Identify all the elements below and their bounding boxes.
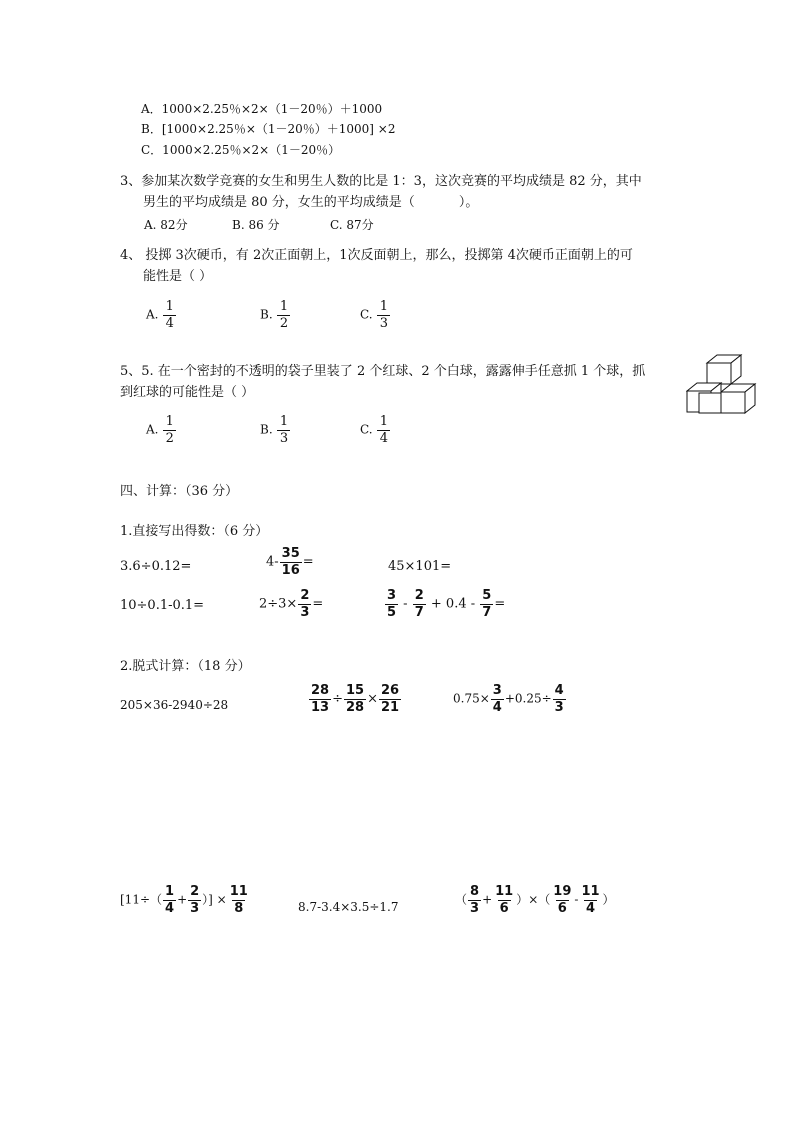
fraction: $\frac{8}{3}$ <box>470 884 480 916</box>
q5-option-a: A. $\frac{1}{2}$ <box>146 415 177 445</box>
fraction: $\frac{35}{16}$ <box>281 546 300 578</box>
q4-option-a: A. $\frac{1}{4}$ <box>146 300 177 330</box>
q4-text-line2: 能性是（ ） <box>143 269 213 284</box>
fraction: $\frac{1}{4}$ <box>163 300 176 330</box>
part1-title: 1.直接写出得数：（6 分） <box>120 524 269 539</box>
fraction: $\frac{26}{21}$ <box>381 683 400 715</box>
fraction: $\frac{1}{3}$ <box>377 300 390 330</box>
q2-option-c: C．1000×2.25％×2×（1－20％） <box>141 143 341 157</box>
q5-text-line2: 到红球的可能性是（ ） <box>120 385 255 400</box>
q3-line2-text: 男生的平均成绩是 80 分，女生的平均成绩是（ <box>143 195 415 210</box>
fraction: $\frac{1}{4}$ <box>377 415 390 445</box>
oral-calc-4: 10÷0.1-0.1= <box>120 598 205 613</box>
q2-option-a: A．1000×2.25％×2×（1－20％）＋1000 <box>141 102 383 116</box>
q3-option-b: B. 86 分 <box>232 218 280 232</box>
fraction: $\frac{1}{3}$ <box>277 415 290 445</box>
fraction: $\frac{1}{4}$ <box>165 884 175 916</box>
oral-calc-5: 2÷3× $\frac{2}{3}$ = <box>259 588 324 620</box>
fraction: $\frac{1}{2}$ <box>163 415 176 445</box>
step-calc-4: [11÷（ $\frac{1}{4}$ + $\frac{2}{3}$ ）] × $\frac{11}{8}$ <box>120 884 248 916</box>
fraction: $\frac{3}{4}$ <box>492 683 502 715</box>
oral-calc-6: $\frac{3}{5}$ - $\frac{2}{7}$ + 0.4 - $\frac{5}{7}$ = <box>387 588 506 620</box>
part2-title: 2.脱式计算：（18 分） <box>120 659 251 674</box>
fraction: $\frac{2}{3}$ <box>190 884 200 916</box>
q4-option-c: C. $\frac{1}{3}$ <box>360 300 391 330</box>
oral-calc-1: 3.6÷0.12= <box>120 559 192 574</box>
q4-option-b: B. $\frac{1}{2}$ <box>260 300 291 330</box>
step-calc-5: 8.7-3.4×3.5÷1.7 <box>298 900 399 914</box>
fraction: $\frac{11}{8}$ <box>229 884 248 916</box>
cube-stack-illustration <box>686 352 758 418</box>
q5-option-c: C. $\frac{1}{4}$ <box>360 415 391 445</box>
q5-option-b: B. $\frac{1}{3}$ <box>260 415 291 445</box>
step-calc-6: （ $\frac{8}{3}$ + $\frac{11}{6}$ ）×（ $\frac{19}{6}$ - $\frac{11}{4}$ ） <box>455 884 615 916</box>
fraction: $\frac{15}{28}$ <box>346 683 365 715</box>
fraction: $\frac{2}{3}$ <box>300 588 310 620</box>
fraction: $\frac{28}{13}$ <box>311 683 330 715</box>
fraction: $\frac{11}{4}$ <box>581 884 600 916</box>
fraction: $\frac{3}{5}$ <box>387 588 397 620</box>
q4-text-line1: 4、 投掷 3次硬币，有 2次正面朝上，1次反面朝上，那么，投掷第 4次硬币正面朝上的可 <box>120 248 633 263</box>
fraction: $\frac{2}{7}$ <box>414 588 424 620</box>
step-calc-3: 0.75× $\frac{3}{4}$ +0.25÷ $\frac{4}{3}$ <box>453 683 564 715</box>
fraction: $\frac{4}{3}$ <box>554 683 564 715</box>
fraction: $\frac{11}{6}$ <box>495 884 514 916</box>
step-calc-1: 205×36-2940÷28 <box>120 698 229 712</box>
section-title: 四、计算：（36 分） <box>120 484 239 499</box>
oral-calc-2: 4- $\frac{35}{16}$ = <box>266 546 314 578</box>
fraction: $\frac{19}{6}$ <box>553 884 572 916</box>
q2-option-b: B．[1000×2.25％×（1－20％）＋1000] ×2 <box>141 122 396 136</box>
oral-calc-3: 45×101= <box>388 559 452 574</box>
fraction: $\frac{1}{2}$ <box>277 300 290 330</box>
q3-option-a: A. 82分 <box>144 218 188 232</box>
q3-text-line1: 3、参加某次数学竞赛的女生和男生人数的比是 1：3，这次竞赛的平均成绩是 82 分，其中 <box>120 174 642 189</box>
fraction: $\frac{5}{7}$ <box>482 588 492 620</box>
step-calc-2: $\frac{28}{13}$ ÷ $\frac{15}{28}$ × $\frac{26}{21}$ <box>311 683 400 715</box>
q3-text-line2 <box>143 195 478 211</box>
q3-option-c: C. 87分 <box>330 218 374 232</box>
q5-text-line1: 5、5. 在一个密封的不透明的袋子里装了 2 个红球、2 个白球，露露伸手任意抓 1 个球，抓 <box>120 364 646 379</box>
q3-line2-end: ）。 <box>458 195 479 210</box>
